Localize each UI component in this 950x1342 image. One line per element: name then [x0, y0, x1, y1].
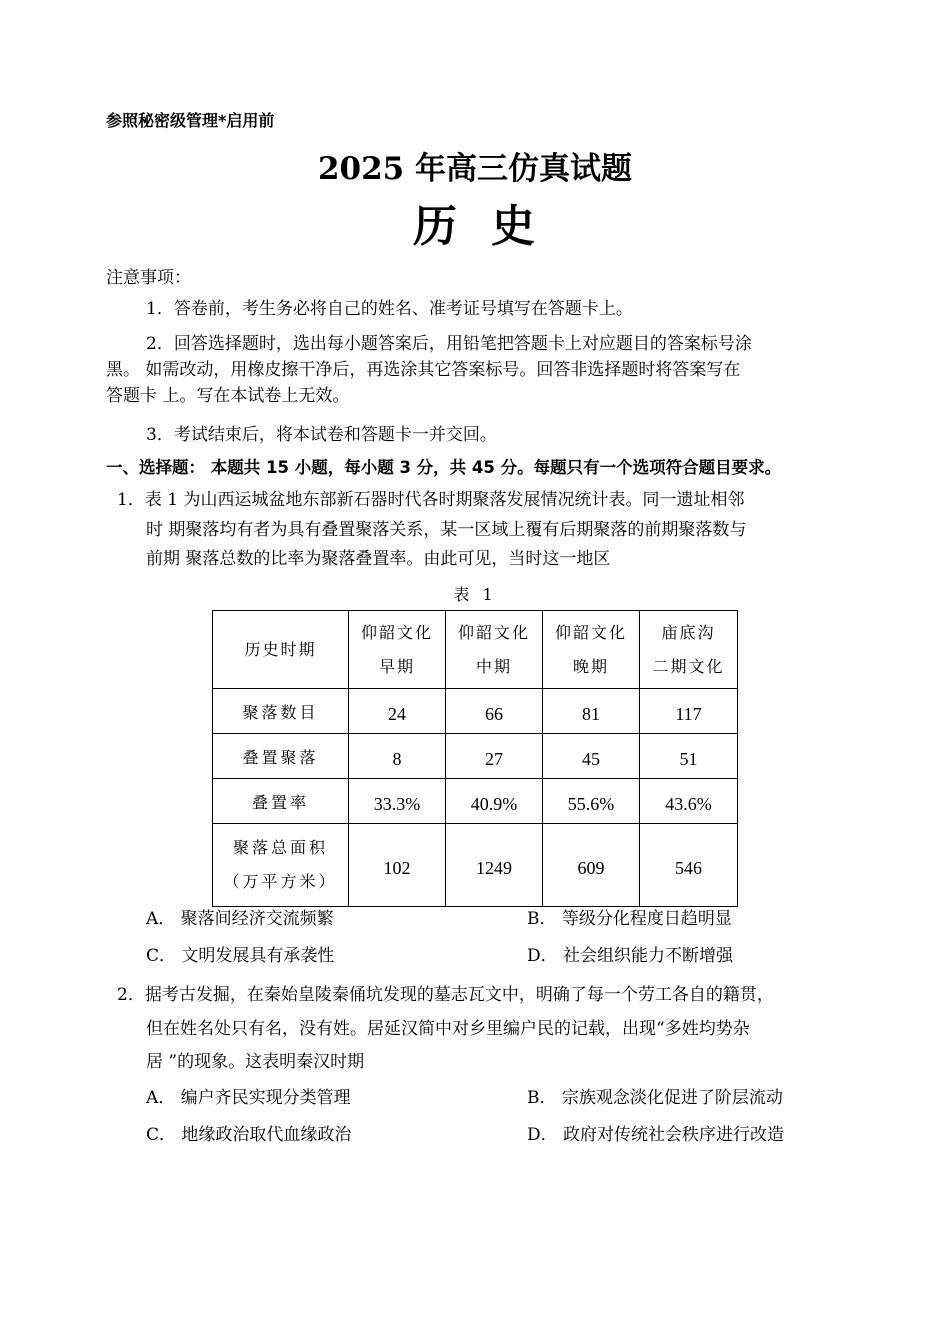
table-row — [213, 689, 738, 734]
header-col-1-line-1: 仰韶文化 — [360, 622, 433, 642]
notice-item-1: 1．答卷前，考生务必将自己的姓名、准考证号填写在答题卡上。 — [146, 299, 633, 319]
subject-char-1: 历 — [413, 201, 459, 252]
notice-item-3: 3．考试结束后，将本试卷和答题卡一并交回。 — [146, 425, 497, 445]
exam-title: 2025 年高三仿真试题 — [317, 151, 633, 187]
confidentiality-label: 参照秘密级管理*启用前 — [106, 111, 275, 130]
subject-char-2: 史 — [491, 201, 537, 252]
table-cell: 51 — [640, 734, 738, 779]
table-cell: 117 — [640, 689, 738, 734]
table-caption: 表 1 — [453, 585, 497, 604]
table-cell: 33.3% — [349, 779, 446, 824]
q2-stem-line-2: 但在姓名处只有名，没有姓。居延汉简中对乡里编户民的记载，出现“多姓均势杂 — [146, 1019, 750, 1039]
row-label: 聚落数目 — [213, 689, 349, 734]
header-col-3-line-2: 晚期 — [572, 656, 609, 676]
table-cell: 1249 — [446, 824, 543, 907]
header-col-2-line-2: 中期 — [475, 656, 512, 676]
notice-item-2-line-3: 答题卡 上。写在本试卷上无效。 — [106, 386, 350, 406]
table-row — [213, 734, 738, 779]
table-cell: 24 — [349, 689, 446, 734]
header-col-4-line-2: 二期文化 — [652, 656, 725, 676]
q1-stem-line-2: 时 期聚落均有者为具有叠置聚落关系，某一区域上覆有后期聚落的前期聚落数与 — [146, 520, 747, 540]
table-row — [213, 779, 738, 824]
row-label-line-2: （万平方米） — [223, 872, 338, 891]
q1-option-b[interactable]: B． 等级分化程度日趋明显 — [527, 909, 732, 929]
section-heading: 一、选择题： 本题共 15 小题，每小题 3 分，共 45 分。每题只有一个选项符合题目要求。 — [106, 458, 782, 477]
notice-heading: 注意事项： — [106, 268, 191, 288]
header-col-3 — [543, 611, 640, 689]
header-period-label: 历史时期 — [213, 611, 349, 689]
header-col-3-line-1: 仰韶文化 — [554, 622, 627, 642]
table-header-row — [213, 611, 738, 689]
q2-option-d[interactable]: D． 政府对传统社会秩序进行改造 — [527, 1125, 785, 1145]
header-col-4 — [640, 611, 738, 689]
table-cell: 40.9% — [446, 779, 543, 824]
q1-option-d[interactable]: D． 社会组织能力不断增强 — [527, 946, 734, 966]
table-row — [213, 824, 738, 907]
notice-item-2-line-1: 2．回答选择题时，选出每小题答案后，用铅笔把答题卡上对应题目的答案标号涂 — [146, 334, 752, 354]
q2-option-c[interactable]: C． 地缘政治取代血缘政治 — [146, 1125, 352, 1145]
table-cell: 45 — [543, 734, 640, 779]
table-cell: 81 — [543, 689, 640, 734]
subject-title — [0, 190, 950, 254]
notice-item-2-line-2: 黑。 如需改动，用橡皮擦干净后，再选涂其它答案标号。回答非选择题时将答案写在 — [106, 360, 741, 380]
row-label: 叠置率 — [213, 779, 349, 824]
q1-option-a[interactable]: A． 聚落间经济交流频繁 — [146, 909, 334, 929]
table-cell: 102 — [349, 824, 446, 907]
table-cell: 27 — [446, 734, 543, 779]
settlement-table — [212, 610, 738, 907]
header-col-1 — [349, 611, 446, 689]
header-col-1-line-2: 早期 — [378, 656, 415, 676]
q1-option-c[interactable]: C． 文明发展具有承袭性 — [146, 946, 335, 966]
table-cell: 43.6% — [640, 779, 738, 824]
table-cell: 66 — [446, 689, 543, 734]
q2-stem-line-1: 2．据考古发掘，在秦始皇陵秦俑坑发现的墓志瓦文中，明确了每一个劳工各自的籍贯， — [117, 985, 774, 1005]
header-col-2-line-1: 仰韶文化 — [457, 622, 530, 642]
q1-stem-line-1: 1．表 1 为山西运城盆地东部新石器时代各时期聚落发展情况统计表。同一遗址相邻 — [117, 490, 745, 510]
q1-stem-line-3: 前期 聚落总数的比率为聚落叠置率。由此可见，当时这一地区 — [146, 549, 611, 569]
table-cell: 609 — [543, 824, 640, 907]
row-label — [213, 824, 349, 907]
table-cell: 8 — [349, 734, 446, 779]
header-col-4-line-1: 庙底沟 — [661, 622, 716, 642]
table-cell: 55.6% — [543, 779, 640, 824]
q2-option-b[interactable]: B． 宗族观念淡化促进了阶层流动 — [527, 1088, 783, 1108]
q2-stem-line-3: 居 ”的现象。这表明秦汉时期 — [146, 1052, 365, 1072]
header-col-2 — [446, 611, 543, 689]
q2-option-a[interactable]: A． 编户齐民实现分类管理 — [146, 1088, 351, 1108]
row-label: 叠置聚落 — [213, 734, 349, 779]
row-label-line-1: 聚落总面积 — [232, 838, 328, 857]
table-cell: 546 — [640, 824, 738, 907]
